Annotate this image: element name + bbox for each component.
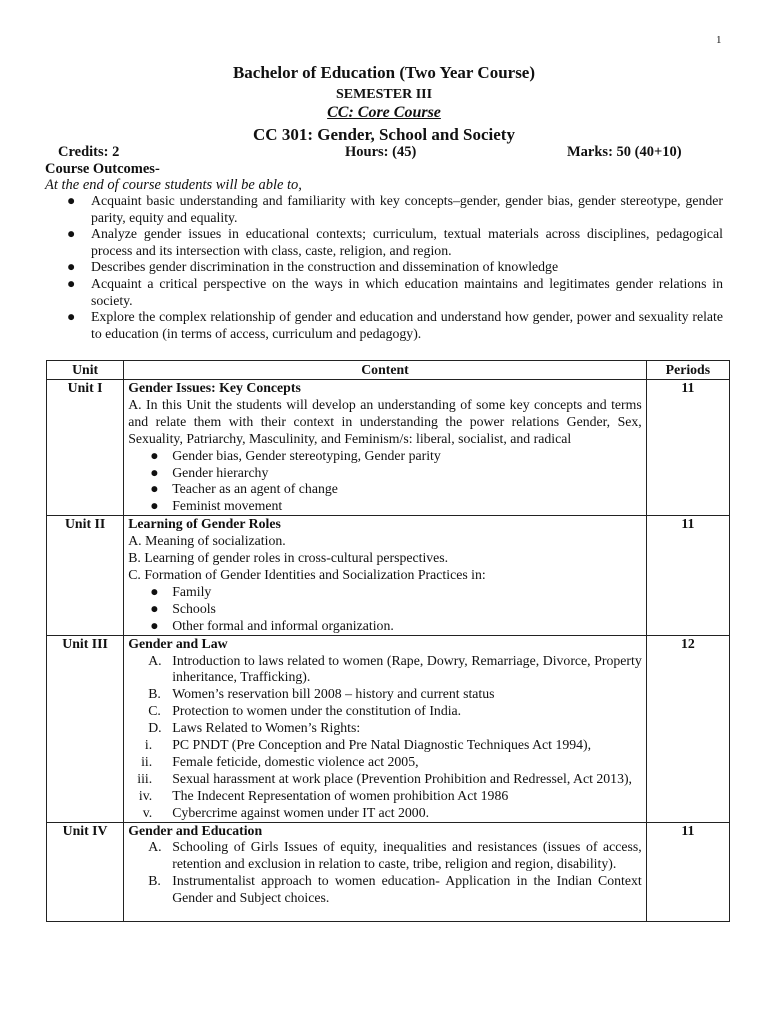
unit-cell: Unit I <box>47 380 124 516</box>
credits: Credits: 2 <box>58 144 120 160</box>
outcome-item: ● Acquaint basic understanding and familiarity with key concepts–gender, gender bias, gender stereotype, gender parity, equity and equality. <box>67 193 723 225</box>
list-item: ● Gender hierarchy <box>150 464 269 480</box>
content-line: B. Learning of gender roles in cross-cultural perspectives. <box>128 550 449 566</box>
list-item: iii. Sexual harassment at work place (Prevention Prohibition and Redressel, Act 2013), <box>137 770 633 786</box>
header-content: Content <box>124 361 647 380</box>
list-item: i. PC PNDT (Pre Conception and Pre Natal Diagnostic Techniques Act 1994), <box>144 737 592 753</box>
outcome-item: ● Describes gender discrimination in the construction and dissemination of knowledge <box>67 259 559 275</box>
outcomes-intro: At the end of course students will be able to, <box>45 177 302 193</box>
list-item: A. Schooling of Girls Issues of equity, inequalities and resistances (issues of access, retention and exclusion in relation to caste, tribe, religion and region, disability). <box>148 839 642 872</box>
unit-cell: Unit II <box>47 516 124 635</box>
list-item: D. Laws Related to Women’s Rights: <box>148 720 361 736</box>
outcomes-list <box>45 193 723 342</box>
unit-title: Gender and Education <box>128 822 263 838</box>
hours: Hours: (45) <box>345 144 417 160</box>
bullet-icon: ● <box>67 275 76 291</box>
marks: Marks: 50 (40+10) <box>567 144 682 160</box>
content-cell <box>124 380 647 516</box>
content-line: C. Formation of Gender Identities and Socialization Practices in: <box>128 566 486 582</box>
list-item: ● Other formal and informal organization. <box>150 617 394 633</box>
periods-cell: 12 <box>646 635 729 822</box>
table-row <box>47 635 730 822</box>
bullet-icon: ● <box>150 600 159 616</box>
content-cell <box>124 822 647 922</box>
content-cell <box>124 635 647 822</box>
bullet-icon: ● <box>67 193 76 208</box>
list-item: C. Protection to women under the constitution of India. <box>148 703 462 719</box>
list-item: ● Teacher as an agent of change <box>150 481 338 497</box>
list-item: A. Introduction to laws related to women (Rape, Dowry, Remarriage, Divorce, Property inheritance, Trafficking). <box>148 652 642 685</box>
unit-cell: Unit IV <box>47 822 124 922</box>
bullet-icon: ● <box>150 464 159 480</box>
semester-title: SEMESTER III <box>335 87 433 102</box>
unit-title: Learning of Gender Roles <box>128 516 281 532</box>
outcome-item: ● Analyze gender issues in educational contexts; curriculum, textual materials across disciplines, pedagogical process and its intersection with class, caste, religion, and region. <box>67 226 723 258</box>
bullet-icon: ● <box>150 481 159 497</box>
list-item: ii. Female feticide, domestic violence act 2005, <box>141 753 419 769</box>
page-number: 1 <box>716 34 722 46</box>
header-periods: Periods <box>646 361 729 380</box>
list-item: B. Women’s reservation bill 2008 – history and current status <box>148 686 495 702</box>
list-item: ● Schools <box>150 600 216 616</box>
unit-title: Gender Issues: Key Concepts <box>128 380 301 395</box>
list-item: ● Gender bias, Gender stereotyping, Gender parity <box>150 447 441 463</box>
unit-paragraph: A. In this Unit the students will develop an understanding of some key concepts and terms and relate them with their context in understanding the power relations Gender, Sex, Sexuality, Patriarchy, Masculinity, and Feminism/s: liberal, socialist, and radical <box>128 396 642 446</box>
content-line: A. Meaning of socialization. <box>128 533 286 549</box>
table-row <box>47 822 730 922</box>
course-type: CC: Core Course <box>327 104 441 121</box>
list-item: iv. The Indecent Representation of women prohibition Act 1986 <box>138 787 509 803</box>
bullet-icon: ● <box>150 583 159 599</box>
table-header-row <box>47 361 730 380</box>
unit-cell: Unit III <box>47 635 124 822</box>
periods-cell: 11 <box>646 516 729 635</box>
syllabus-table <box>46 360 730 922</box>
bullet-icon: ● <box>150 617 159 633</box>
bullet-icon: ● <box>150 447 159 463</box>
periods-cell: 11 <box>646 822 729 922</box>
header-unit: Unit <box>47 361 124 380</box>
bullet-icon: ● <box>67 309 76 325</box>
list-item: ● Family <box>150 583 212 599</box>
bullet-icon: ● <box>67 259 76 275</box>
bullet-icon: ● <box>150 498 159 514</box>
blank-space <box>128 907 642 921</box>
bullet-icon: ● <box>67 226 76 242</box>
table-row <box>47 516 730 635</box>
outcome-item: ● Explore the complex relationship of gender and education and understand how gender, power and sexuality relate to education (in terms of access, curriculum and pedagogy). <box>67 309 723 341</box>
content-cell <box>124 516 647 635</box>
list-item: v. Cybercrime against women under IT act 2000. <box>142 804 430 820</box>
periods-cell: 11 <box>646 380 729 516</box>
outcome-item: ● Acquaint a critical perspective on the ways in which education maintains and legitimates gender relations in society. <box>67 275 723 308</box>
unit-title: Gender and Law <box>128 635 228 651</box>
course-title: CC 301: Gender, School and Society <box>253 125 515 144</box>
list-item: ● Feminist movement <box>150 498 283 514</box>
degree-title: Bachelor of Education (Two Year Course) <box>232 63 536 82</box>
table-row <box>47 380 730 516</box>
list-item: B. Instrumentalist approach to women education- Application in the Indian Context Gender and Subject choices. <box>148 873 642 906</box>
outcomes-heading: Course Outcomes- <box>45 161 160 177</box>
